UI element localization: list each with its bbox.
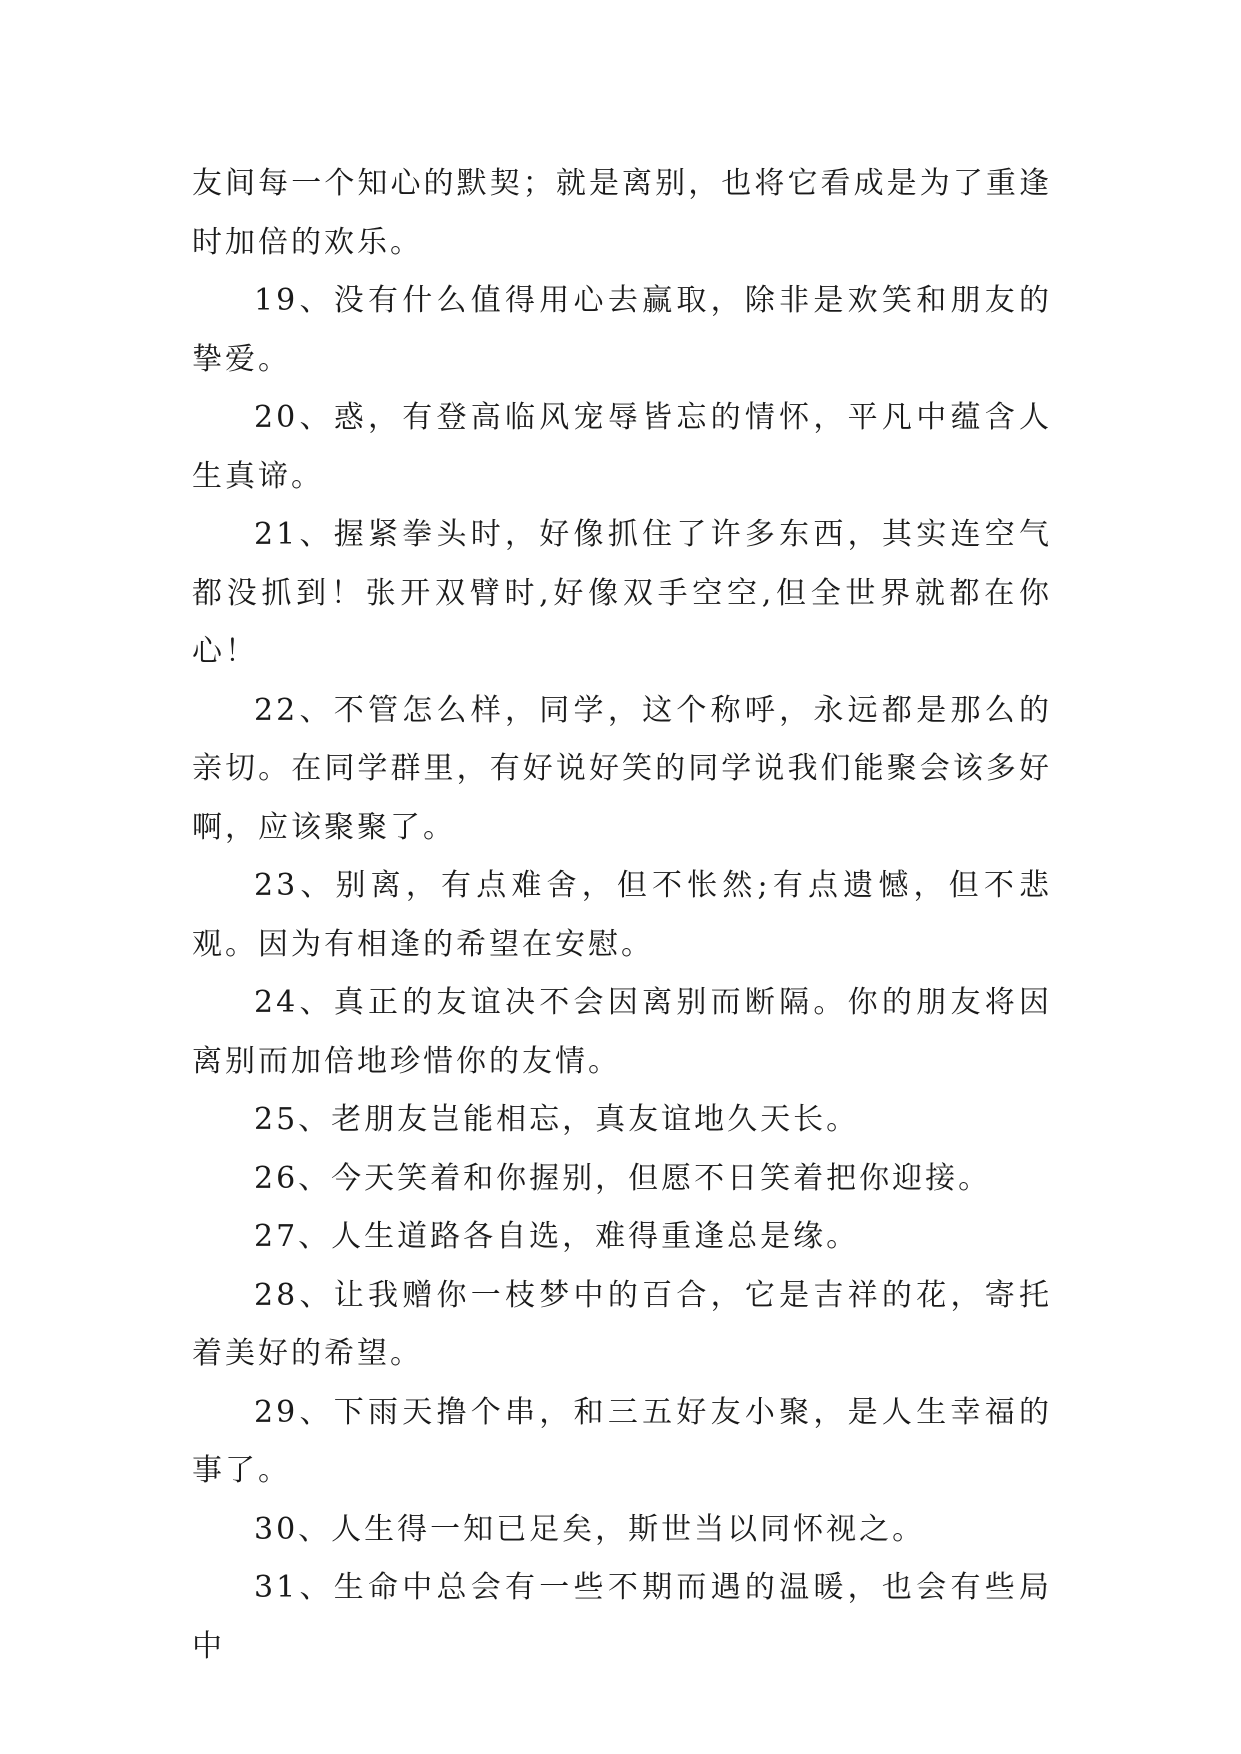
paragraph-19: 19、没有什么值得用心去赢取，除非是欢笑和朋友的挚爱。 [192, 283, 1052, 377]
paragraph-20: 20、惑，有登高临风宠辱皆忘的情怀，平凡中蕴含人生真谛。 [192, 400, 1052, 494]
paragraph-31: 31、生命中总会有一些不期而遇的温暖，也会有些局中 [192, 1570, 1052, 1664]
paragraph-27: 27、人生道路各自选，难得重逢总是缘。 [254, 1219, 860, 1254]
paragraph-22: 22、不管怎么样，同学，这个称呼，永远都是那么的亲切。在同学群里，有好说好笑的同学说我们能聚会该多好啊，应该聚聚了。 [192, 692, 1052, 845]
paragraph-29: 29、下雨天撸个串，和三五好友小聚，是人生幸福的事了。 [192, 1394, 1052, 1488]
paragraph-25: 25、老朋友岂能相忘，真友谊地久天长。 [254, 1102, 860, 1137]
document-body [192, 155, 1052, 1676]
paragraph-28: 28、让我赠你一枝梦中的百合，它是吉祥的花，寄托着美好的希望。 [192, 1277, 1052, 1371]
paragraph-26: 26、今天笑着和你握别，但愿不日笑着把你迎接。 [254, 1160, 992, 1196]
paragraph-21: 21、握紧拳头时，好像抓住了许多东西，其实连空气都没抓到！张开双臂时,好像双手空空,但全世界就都在你心！ [192, 517, 1052, 669]
paragraph-30: 30、人生得一知已足矣，斯世当以同怀视之。 [254, 1511, 926, 1547]
paragraph-continuation: 友间每一个知心的默契；就是离别，也将它看成是为了重逢时加倍的欢乐。 [192, 166, 1052, 260]
paragraph-24: 24、真正的友谊决不会因离别而断隔。你的朋友将因离别而加倍地珍惜你的友情。 [192, 985, 1052, 1079]
paragraph-23: 23、别离，有点难舍，但不怅然;有点遗憾，但不悲观。因为有相逢的希望在安慰。 [192, 868, 1052, 962]
